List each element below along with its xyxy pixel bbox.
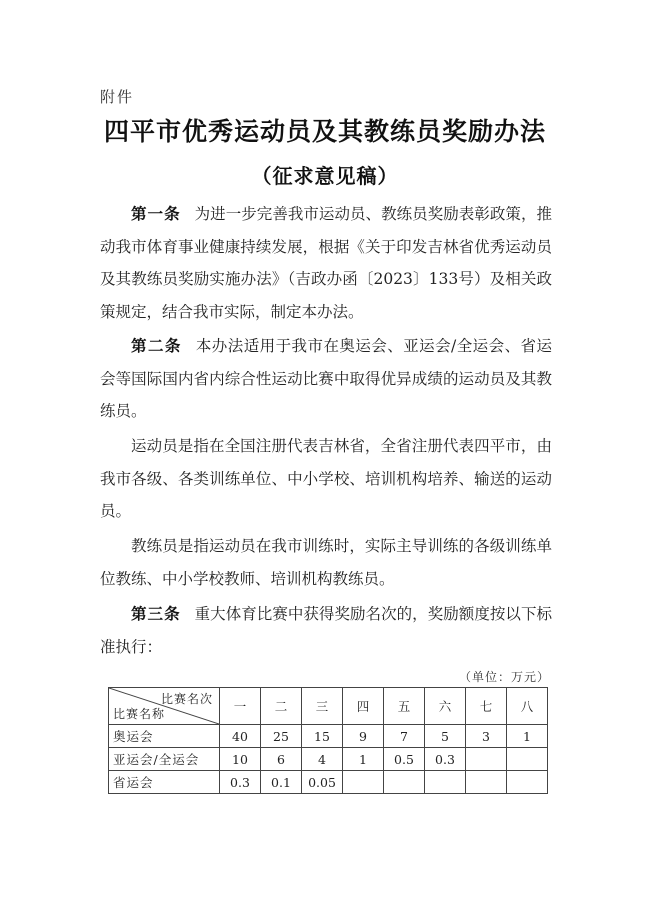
award-value: 7 bbox=[384, 725, 425, 748]
coach-definition: 教练员是指运动员在我市训练时，实际主导训练的各级训练单位教练、中小学校教师、培训机构教练员。 bbox=[100, 537, 552, 588]
event-name: 省运会 bbox=[109, 771, 220, 794]
award-value bbox=[384, 771, 425, 794]
award-value: 9 bbox=[343, 725, 384, 748]
award-value: 1 bbox=[507, 725, 548, 748]
award-value: 25 bbox=[261, 725, 302, 748]
award-value: 1 bbox=[343, 748, 384, 771]
article-3 bbox=[100, 598, 552, 663]
table-row bbox=[109, 748, 548, 771]
table-header-row bbox=[109, 688, 548, 725]
unit-note: （单位：万元） bbox=[458, 670, 550, 684]
article-3-text: 重大体育比赛中获得奖励名次的，奖励额度按以下标准执行： bbox=[100, 605, 552, 656]
award-value bbox=[507, 771, 548, 794]
rank-header: 一 bbox=[220, 688, 261, 725]
article-3-label: 第三条 bbox=[131, 604, 181, 623]
rank-header: 八 bbox=[507, 688, 548, 725]
award-value: 40 bbox=[220, 725, 261, 748]
event-name: 奥运会 bbox=[109, 725, 220, 748]
article-1-text: 为进一步完善我市运动员、教练员奖励表彰政策，推动我市体育事业健康持续发展，根据《关于印发吉林省优秀运动员及其教练员奖励实施办法》（吉政办函〔2023〕133号）及相关政策规定，结合我市实际，制定本办法。 bbox=[100, 205, 552, 321]
award-value bbox=[343, 771, 384, 794]
award-value: 5 bbox=[425, 725, 466, 748]
award-value: 0.05 bbox=[302, 771, 343, 794]
award-value: 6 bbox=[261, 748, 302, 771]
award-value: 3 bbox=[466, 725, 507, 748]
award-value: 0.3 bbox=[425, 748, 466, 771]
header-rank-label: 比赛名次 bbox=[160, 692, 213, 706]
rank-header: 五 bbox=[384, 688, 425, 725]
document-subtitle: （征求意见稿） bbox=[251, 164, 399, 188]
rank-header: 二 bbox=[261, 688, 302, 725]
header-event-label: 比赛名称 bbox=[113, 707, 166, 721]
table-row bbox=[109, 771, 548, 794]
award-value: 10 bbox=[220, 748, 261, 771]
award-value: 15 bbox=[302, 725, 343, 748]
award-value: 0.3 bbox=[220, 771, 261, 794]
rank-header: 七 bbox=[466, 688, 507, 725]
table-row bbox=[109, 725, 548, 748]
rank-header: 六 bbox=[425, 688, 466, 725]
athlete-definition: 运动员是指在全国注册代表吉林省，全省注册代表四平市，由我市各级、各类训练单位、中小学校、培训机构培养、输送的运动员。 bbox=[100, 437, 552, 520]
award-value: 0.1 bbox=[261, 771, 302, 794]
award-value bbox=[425, 771, 466, 794]
article-2-text: 本办法适用于我市在奥运会、亚运会/全运会、省运会等国际国内省内综合性运动比赛中取得优异成绩的运动员及其教练员。 bbox=[100, 337, 552, 420]
award-value: 0.5 bbox=[384, 748, 425, 771]
award-value bbox=[466, 771, 507, 794]
article-1 bbox=[100, 198, 552, 328]
article-2 bbox=[100, 330, 552, 428]
award-value bbox=[466, 748, 507, 771]
award-table bbox=[108, 687, 548, 794]
diagonal-header-cell bbox=[109, 688, 220, 725]
award-value bbox=[507, 748, 548, 771]
document-title: 四平市优秀运动员及其教练员奖励办法 bbox=[103, 117, 546, 146]
award-value: 4 bbox=[302, 748, 343, 771]
attachment-label: 附件 bbox=[100, 88, 135, 106]
article-1-label: 第一条 bbox=[131, 204, 181, 223]
event-name: 亚运会/全运会 bbox=[109, 748, 220, 771]
rank-header: 四 bbox=[343, 688, 384, 725]
rank-header: 三 bbox=[302, 688, 343, 725]
article-2-label: 第二条 bbox=[131, 336, 182, 355]
